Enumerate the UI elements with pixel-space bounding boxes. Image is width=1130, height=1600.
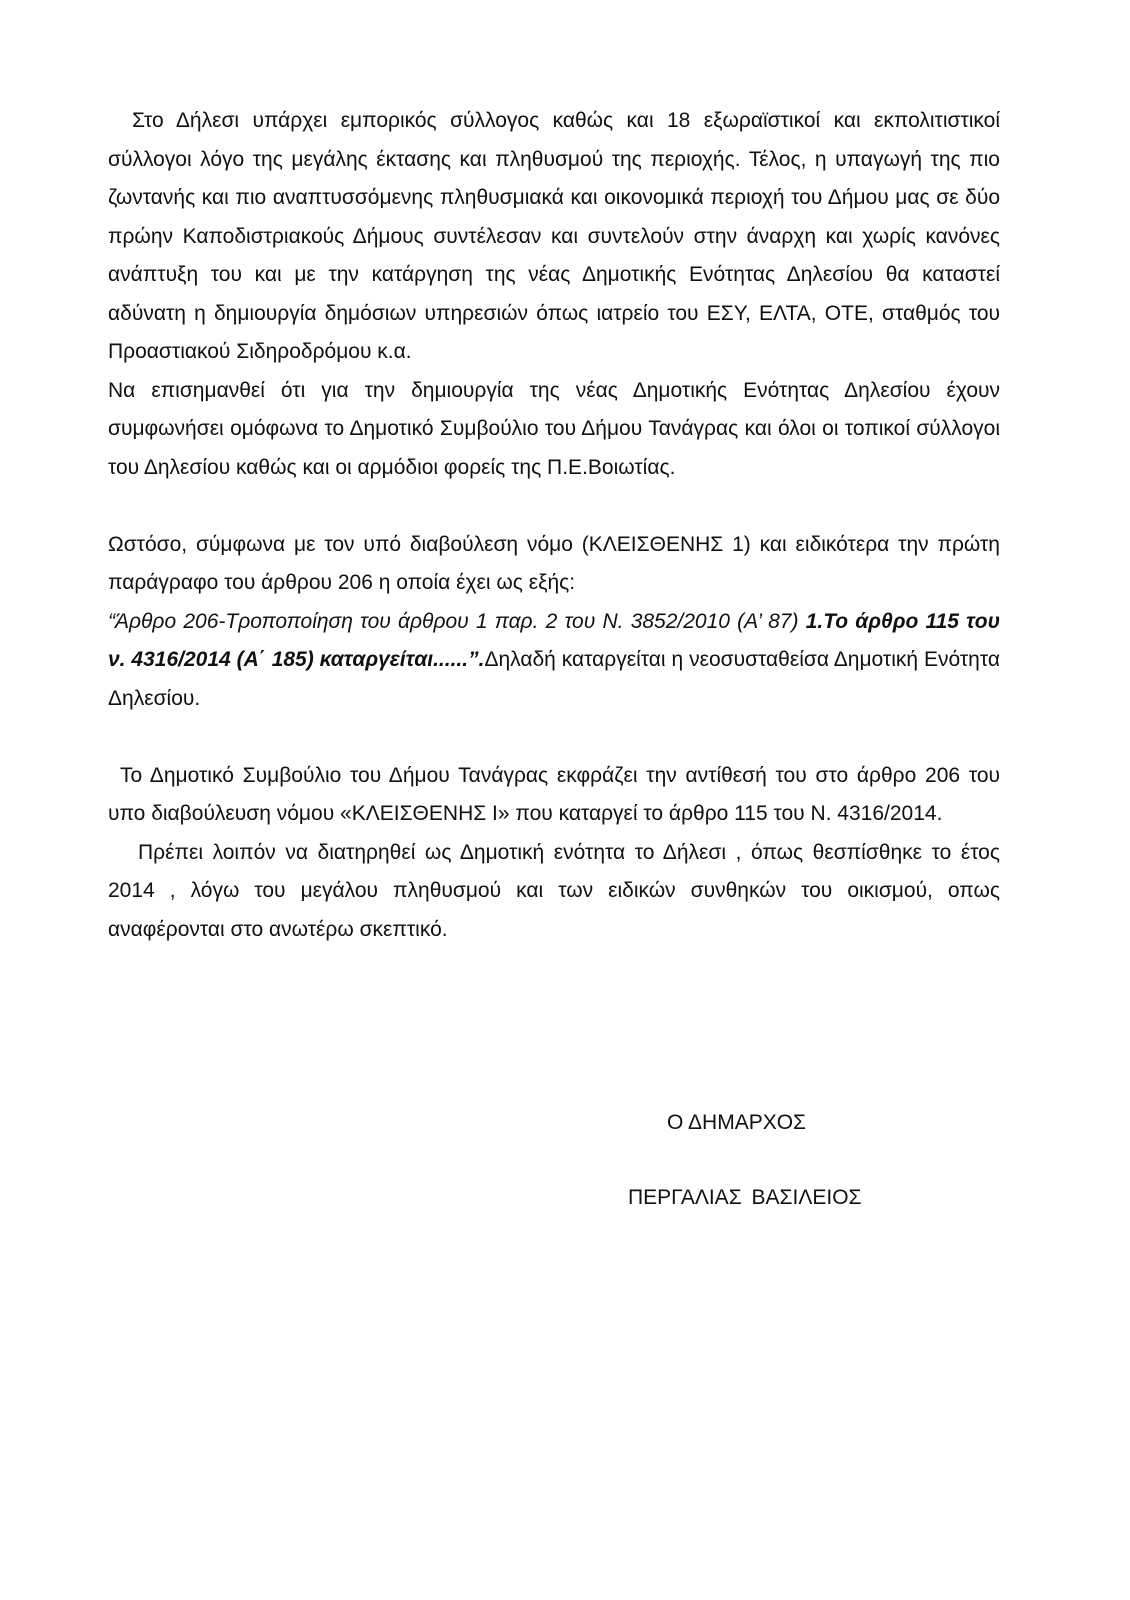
signature-name: ΠΕΡΓΑΛΙΑΣ ΒΑΣΙΛΕΙΟΣ: [628, 1186, 862, 1209]
paragraph-associations: Στο Δήλεσι υπάρχει εμπορικός σύλλογος καθώς και 18 εξωραϊστικοί και εκπολιτιστικοί σύλλογοι λόγο της μεγάλης έκτασης και πληθυσμού της περιοχής. Τέλος, η υπαγωγή της πιο ζωντανής και πιο αναπτυσσόμενης πληθυσμιακά και οικονομικά περιοχή του Δήμου μας σε δύο πρώην Καποδιστριακούς Δήμους συντέλεσαν και συντελούν στην άναρχη και χωρίς κανόνες ανάπτυξη του και με την κατάργηση της νέας Δημοτικής Ενότητας Δηλεσίου θα καταστεί αδύνατη η δημιουργία δημόσιων υπηρεσιών όπως ιατρείο του ΕΣΥ, ΕΛΤΑ, ΟΤΕ, σταθμός του Προαστιακού Σιδηροδρόμου κ.α.: [108, 109, 1000, 363]
document-body: [108, 102, 1000, 949]
paragraph-agreement: Να επισημανθεί ότι για την δημιουργία της νέας Δημοτικής Ενότητας Δηλεσίου έχουν συμφωνήσει ομόφωνα το Δημοτικό Συμβούλιο του Δήμου Τανάγρας και όλοι οι τοπικοί σύλλογοι του Δηλεσίου καθώς και οι αρμόδιοι φορείς της Π.Ε.Βοιωτίας.: [108, 378, 1000, 479]
paragraph-council-opposition: Το Δημοτικό Συμβούλιο του Δήμου Τανάγρας εκφράζει την αντίθεσή του στο άρθρο 206 του υπο διαβούλευση νόμου «ΚΛΕΙΣΘΕΝΗΣ Ι» που καταργεί το άρθρο 115 του Ν. 4316/2014.: [108, 763, 1000, 825]
paragraph-conclusion: Πρέπει λοιπόν να διατηρηθεί ως Δημοτική ενότητα το Δήλεσι , όπως θεσπίσθηκε το έτος 2014 , λόγω του μεγάλου πληθυσμού και των ειδικών συνθηκών του οικισμού, οπως αναφέρονται στο ανωτέρω σκεπτικό.: [108, 840, 1000, 941]
paragraph-spacer: [108, 487, 1000, 526]
signature-title: Ο ΔΗΜΑΡΧΟΣ: [667, 1111, 807, 1134]
article-quote-explanation: Δηλαδή καταργείται η νεοσυσταθείσα Δημοτική Ενότητα Δηλεσίου.: [108, 648, 1000, 710]
paragraph-spacer: [108, 718, 1000, 757]
paragraph-article-quote: [108, 603, 1000, 719]
paragraph-consultation: Ωστόσο, σύμφωνα με τον υπό διαβούλεση νόμο (ΚΛΕΙΣΘΕΝΗΣ 1) και ειδικότερα την πρώτη παράγραφο του άρθρου 206 η οποία έχει ως εξής:: [108, 532, 1000, 594]
article-quote-clause: 1.Το άρθρο 115 του ν. 4316/2014 (Α΄ 185) καταργείται......”.: [108, 609, 1000, 671]
article-quote-title: “Άρθρο 206-Τροποποίηση του άρθρου 1 παρ. 2 του Ν. 3852/2010 (Α’ 87): [108, 609, 799, 633]
